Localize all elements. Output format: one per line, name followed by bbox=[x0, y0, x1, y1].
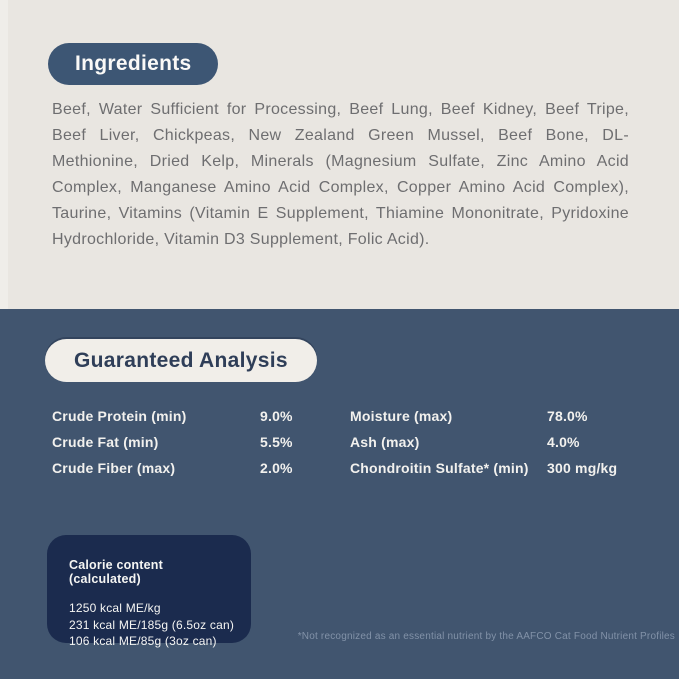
analysis-value: 300 mg/kg bbox=[547, 460, 618, 476]
calorie-title: Calorie content (calculated) bbox=[69, 558, 163, 586]
analysis-table-right bbox=[350, 408, 617, 486]
analysis-value: 5.5% bbox=[260, 434, 293, 450]
ingredients-heading: Ingredients bbox=[75, 52, 192, 75]
analysis-label: Ash (max) bbox=[350, 434, 420, 450]
analysis-label: Chondroitin Sulfate* (min) bbox=[350, 460, 529, 476]
calorie-line: 106 kcal ME/85g (3oz can) bbox=[69, 634, 217, 648]
analysis-table-left bbox=[52, 408, 293, 486]
ingredients-heading-pill bbox=[48, 43, 218, 85]
analysis-value: 2.0% bbox=[260, 460, 293, 476]
analysis-label: Crude Fiber (max) bbox=[52, 460, 176, 476]
ingredients-text: Beef, Water Sufficient for Processing, Beef Lung, Beef Kidney, Beef Tripe, Beef Liver, Chickpeas, New Zealand Green Mussel, Beef Bone, DL-Methionine, Dried Kelp, Minerals (Magnesium Sulfate, Zinc Amino Acid Complex, Manganese Amino Acid Complex, Copper Amino Acid Complex), Taurine, Vitamins (Vitamin E Supplement, Thiamine Mononitrate, Pyridoxine Hydrochloride, Vitamin D3 Supplement, Folic Acid). bbox=[52, 101, 629, 248]
analysis-label: Crude Protein (min) bbox=[52, 408, 187, 424]
calorie-content-card bbox=[47, 535, 251, 648]
calorie-line: 231 kcal ME/185g (6.5oz can) bbox=[69, 617, 235, 632]
analysis-label: Moisture (max) bbox=[350, 408, 453, 424]
analysis-heading-pill bbox=[45, 339, 317, 382]
analysis-heading: Guaranteed Analysis bbox=[74, 348, 288, 372]
calorie-line: 1250 kcal ME/kg bbox=[69, 601, 161, 615]
analysis-label: Crude Fat (min) bbox=[52, 434, 159, 450]
ingredients-section bbox=[0, 0, 679, 309]
guaranteed-analysis-section bbox=[0, 309, 679, 679]
analysis-value: 78.0% bbox=[547, 408, 588, 424]
aafco-footnote: *Not recognized as an essential nutrient by the AAFCO Cat Food Nutrient Profiles bbox=[297, 631, 675, 642]
analysis-value: 4.0% bbox=[547, 434, 580, 450]
analysis-value: 9.0% bbox=[260, 408, 293, 424]
